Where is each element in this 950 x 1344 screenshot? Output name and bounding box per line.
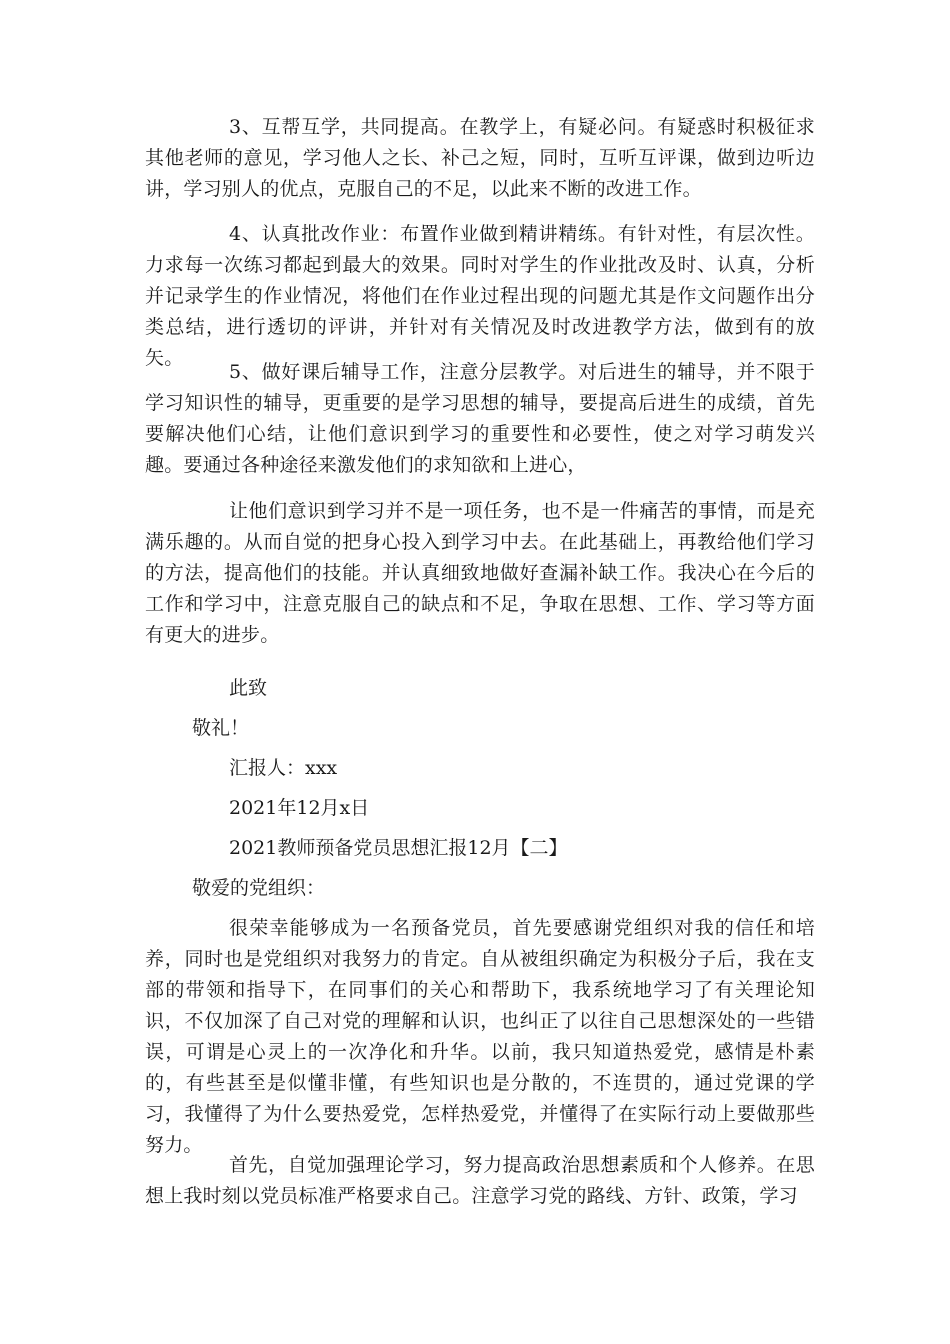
paragraph-learning-motivation: 让他们意识到学习并不是一项任务，也不是一件痛苦的事情，而是充满乐趣的。从而自觉的把身心投入到学习中去。在此基础上，再教给他们学习的方法，提高他们的技能。并认真细致地做好查漏补缺工作。我决心在今后的工作和学习中，注意克服自己的缺点和不足，争取在思想、工作、学习等方面有更大的进步。 (145, 500, 815, 646)
paragraph-theory-study: 首先，自觉加强理论学习，努力提高政治思想素质和个人修养。在思想上我时刻以党员标准严格要求自己。注意学习党的路线、方针、政策，学习 (145, 1154, 815, 1207)
reporter-line: 汇报人：xxx (229, 757, 338, 779)
closing-jing-li: 敬礼！ (192, 717, 250, 739)
paragraph-honored-member: 很荣幸能够成为一名预备党员，首先要感谢党组织对我的信任和培养，同时也是党组织对我努力的肯定。自从被组织确定为积极分子后，我在支部的带领和指导下，在同事们的关心和帮助下，我系统地学习了有关理论知识，不仅加深了自己对党的理解和认识，也纠正了以往自己思想深处的一些错误，可谓是心灵上的一次净化和升华。以前，我只知道热爱党，感情是朴素的，有些甚至是似懂非懂，有些知识也是分散的，不连贯的，通过党课的学习，我懂得了为什么要热爱党，怎样热爱党，并懂得了在实际行动上要做那些努力。 (145, 917, 815, 1156)
salutation: 敬爱的党组织： (192, 877, 326, 899)
paragraph-after-class-tutoring: 5、做好课后辅导工作，注意分层教学。对后进生的辅导，并不限于学习知识性的辅导，更重要的是学习思想的辅导，要提高后进生的成绩，首先要解决他们心结，让他们意识到学习的重要性和必要性，使之对学习萌发兴趣。要通过各种途径来激发他们的求知欲和上进心， (145, 361, 815, 476)
paragraph-homework-correction: 4、认真批改作业：布置作业做到精讲精练。有针对性，有层次性。力求每一次练习都起到最大的效果。同时对学生的作业批改及时、认真，分析并记录学生的作业情况，将他们在作业过程出现的问题尤其是作文问题作出分类总结，进行透切的评讲，并针对有关情况及时改进教学方法，做到有的放矢。 (145, 223, 815, 369)
closing-ci-zhi: 此致 (229, 677, 268, 699)
paragraph-mutual-learning: 3、互帮互学，共同提高。在教学上，有疑必问。有疑惑时积极征求其他老师的意见，学习他人之长、补己之短，同时，互听互评课，做到边听边讲，学习别人的优点，克服自己的不足，以此来不断的改进工作。 (145, 116, 815, 200)
section-title-two: 2021教师预备党员思想汇报12月【二】 (229, 837, 568, 859)
date-line: 2021年12月x日 (229, 797, 370, 819)
